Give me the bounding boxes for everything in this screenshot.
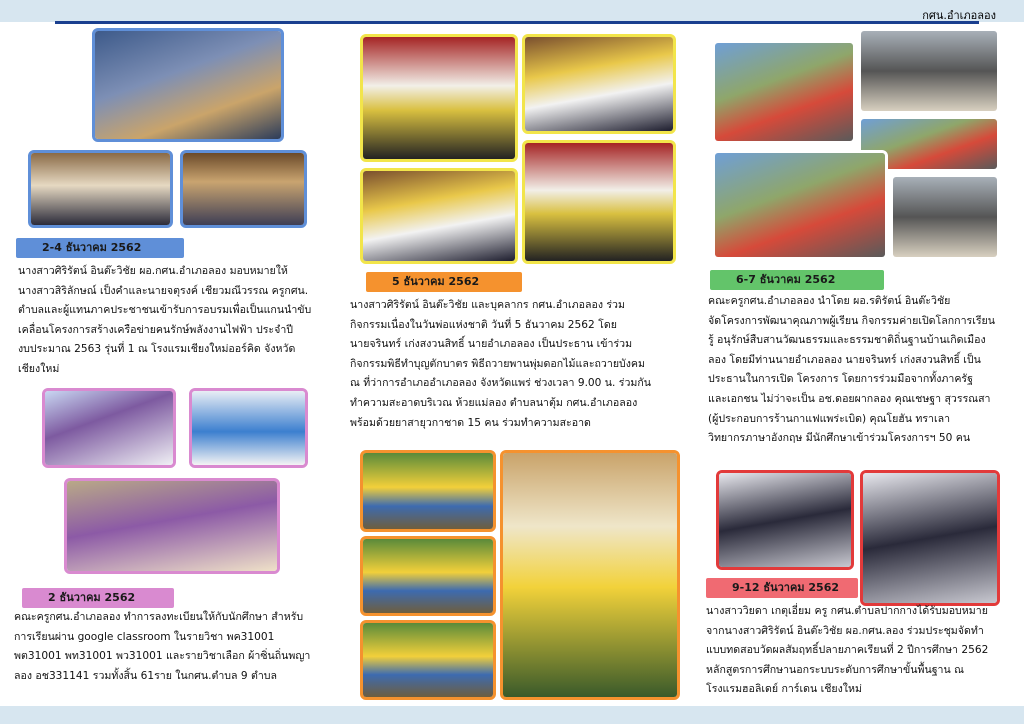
text-line: คณะครูกศน.อำเภอลอง ทำการลงทะเบียนให้กับนักศึกษา สำหรับ xyxy=(14,611,304,623)
text-line: ประธานในการเปิด โครงการ โดยการร่วมมือจากทั้งภาครัฐ xyxy=(708,373,973,386)
photo-energy-training-group xyxy=(92,28,284,142)
photo-training-hall xyxy=(180,150,307,228)
text-line: นางสาววิยดา เกตุเอี่ยม ครู กศน.ตำบลปากกางได้รับมอบหมาย xyxy=(706,605,988,617)
text-line: นางสาวศิริรัตน์ อินต๊ะวิชัย ผอ.กศน.อำเภอลอง มอบหมายให้ xyxy=(18,265,288,277)
text-line: นางสาวศิริรัตน์ อินต๊ะวิชัย และบุคลากร กศน.อำเภอลอง ร่วม xyxy=(350,299,625,311)
photo-students-seated xyxy=(712,150,888,260)
text-line: ทำความสะอาดบริเวณ ห้วยแม่ลอง ตำบลนาตุ้ม กศน.อำเภอลอง xyxy=(350,396,638,409)
date-badge-2-4-dec: 2-4 ธันวาคม 2562 xyxy=(16,238,184,258)
date-badge-2-dec: 2 ธันวาคม 2562 xyxy=(22,588,174,608)
text-line: กิจกรรมเนื่องในวันพ่อแห่งชาติ วันที่ 5 ธันวาคม 2562 โดย xyxy=(350,318,617,331)
text-line: นายจรินทร์ เก่งสงวนสิทธิ์ นายอำเภอลอง เป็นประธาน เข้าร่วม xyxy=(350,338,633,351)
photo-camp-welcome-sign xyxy=(712,40,856,144)
text-line: โรงแรมฮอลิเดย์ การ์เดน เชียงใหม่ xyxy=(706,683,862,696)
text-line: รู้ อนุรักษ์สืบสานวัฒนธรรมและธรรมชาติถิ่นฐานบ้านเกิดเมือง xyxy=(708,334,986,347)
paragraph-5-dec xyxy=(350,296,680,433)
text-line: พต31001 พท31001 พว31001 และรายวิชาเลือก ผ้าซิ่นถิ่นพญา xyxy=(14,650,311,663)
text-line: เชียงใหม่ xyxy=(18,362,60,375)
header-rule xyxy=(55,21,979,24)
text-line: จากนางสาวศิริรัตน์ อินต๊ะวิชัย ผอ.กศน.ลอง ร่วมประชุมจัดทำ xyxy=(706,624,984,637)
photo-fathers-day-group xyxy=(360,34,518,162)
text-line: ตำบลและผู้แทนภาคประชาชนเข้ารับการอบรมเพื่อเป็นแกนนำขับ xyxy=(18,304,312,317)
top-skyline-banner xyxy=(0,0,1024,22)
text-line: วิทยากรภาษาอังกฤษ มีนักศึกษาเข้าร่วมโครงการฯ 50 คน xyxy=(708,432,971,445)
text-line: ลอง โดยมีท่านนายอำเภอลอง นายจรินทร์ เก่งสงวนสิทธิ์ เป็น xyxy=(708,353,981,366)
text-line: การเรียนผ่าน google classroom ในรายวิชา พค31001 xyxy=(14,630,275,643)
paragraph-2-4-dec xyxy=(18,262,318,380)
header-label: กศน.อำเภอลอง xyxy=(922,9,996,22)
photo-stream-cleanup xyxy=(360,620,496,700)
text-line: (ผู้ประกอบการร้านกาแฟแพร่ะเบิด) คุณโยฮัน ทราเลา xyxy=(708,412,951,425)
photo-alms-giving xyxy=(360,168,518,264)
text-line: งบประมาณ 2563 รุ่นที่ 1 ณ โรงแรมเชียงใหม่ออร์คิด จังหวัด xyxy=(18,343,296,356)
text-line: เคลื่อนโครงการสร้างเครือข่ายคนรักษ์พลังงานไฟฟ้า ประจำปี xyxy=(18,323,293,336)
photo-cleaning-crew xyxy=(360,450,496,532)
text-line: นางสาวสิริลักษณ์ เป็งคำและนายจตุรงค์ เชียวมณีวรรณ ครูกศน. xyxy=(18,284,309,297)
photo-train-trip xyxy=(858,28,1000,114)
photo-exam-meeting-table xyxy=(716,470,854,570)
date-badge-9-12-dec: 9-12 ธันวาคม 2562 xyxy=(706,578,858,598)
photo-exam-meeting-group xyxy=(860,470,1000,606)
text-line: จัดโครงการพัฒนาคุณภาพผู้เรียน กิจกรรมค่ายเปิดโลกการเรียน xyxy=(708,314,995,327)
photo-classroom-activity xyxy=(890,174,1000,260)
photo-temple-volunteers xyxy=(500,450,680,700)
text-line: หลักสูตรการศึกษานอกระบบระดับการศึกษาขั้นพื้นฐาน ณ xyxy=(706,663,964,676)
photo-ceremony-stage xyxy=(522,34,676,134)
paragraph-9-12-dec xyxy=(706,602,1020,700)
paragraph-2-dec xyxy=(14,608,326,686)
text-line: คณะครูกศน.อำเภอลอง นำโดย ผอ.รติรัตน์ อินต๊ะวิชัย xyxy=(708,295,951,307)
text-line: พร้อมด้วยยาสายุวกาชาด 15 คน ร่วมทำความสะอาด xyxy=(350,416,591,429)
date-badge-6-7-dec: 6-7 ธันวาคม 2562 xyxy=(710,270,884,290)
bottom-skyline-banner xyxy=(0,706,1024,724)
text-line: แบบทดสอบวัดผลสัมฤทธิ์ปลายภาคเรียนที่ 2 ปีการศึกษา 2562 xyxy=(706,644,989,657)
photo-offering-table xyxy=(522,140,676,264)
photo-volunteers-line xyxy=(360,536,496,616)
paragraph-6-7-dec xyxy=(708,292,1020,449)
text-line: กิจกรรมพิธีทำบุญตักบาตร พิธีถวายพานพุ่มดอกไม้และถวายบังคม xyxy=(350,357,646,370)
text-line: และเอกชน ไม่ว่าจะเป็น อช.ดอยผากลอง คุณเชษฐา สุวรรณสา xyxy=(708,392,991,405)
photo-google-classroom-screen xyxy=(189,388,308,468)
photo-registration-computers xyxy=(42,388,176,468)
text-line: ณ ที่ว่าการอำเภออำเภอลอง จังหวัดแพร่ ช่วงเวลา 9.00 น. ร่วมกัน xyxy=(350,377,652,390)
text-line: ลอง อช331141 รวมทั้งสิ้น 61ราย ในกศน.ตำบล 9 ตำบล xyxy=(14,669,278,682)
photo-computer-lab xyxy=(64,478,280,574)
date-badge-5-dec: 5 ธันวาคม 2562 xyxy=(366,272,522,292)
photo-training-table xyxy=(28,150,173,228)
